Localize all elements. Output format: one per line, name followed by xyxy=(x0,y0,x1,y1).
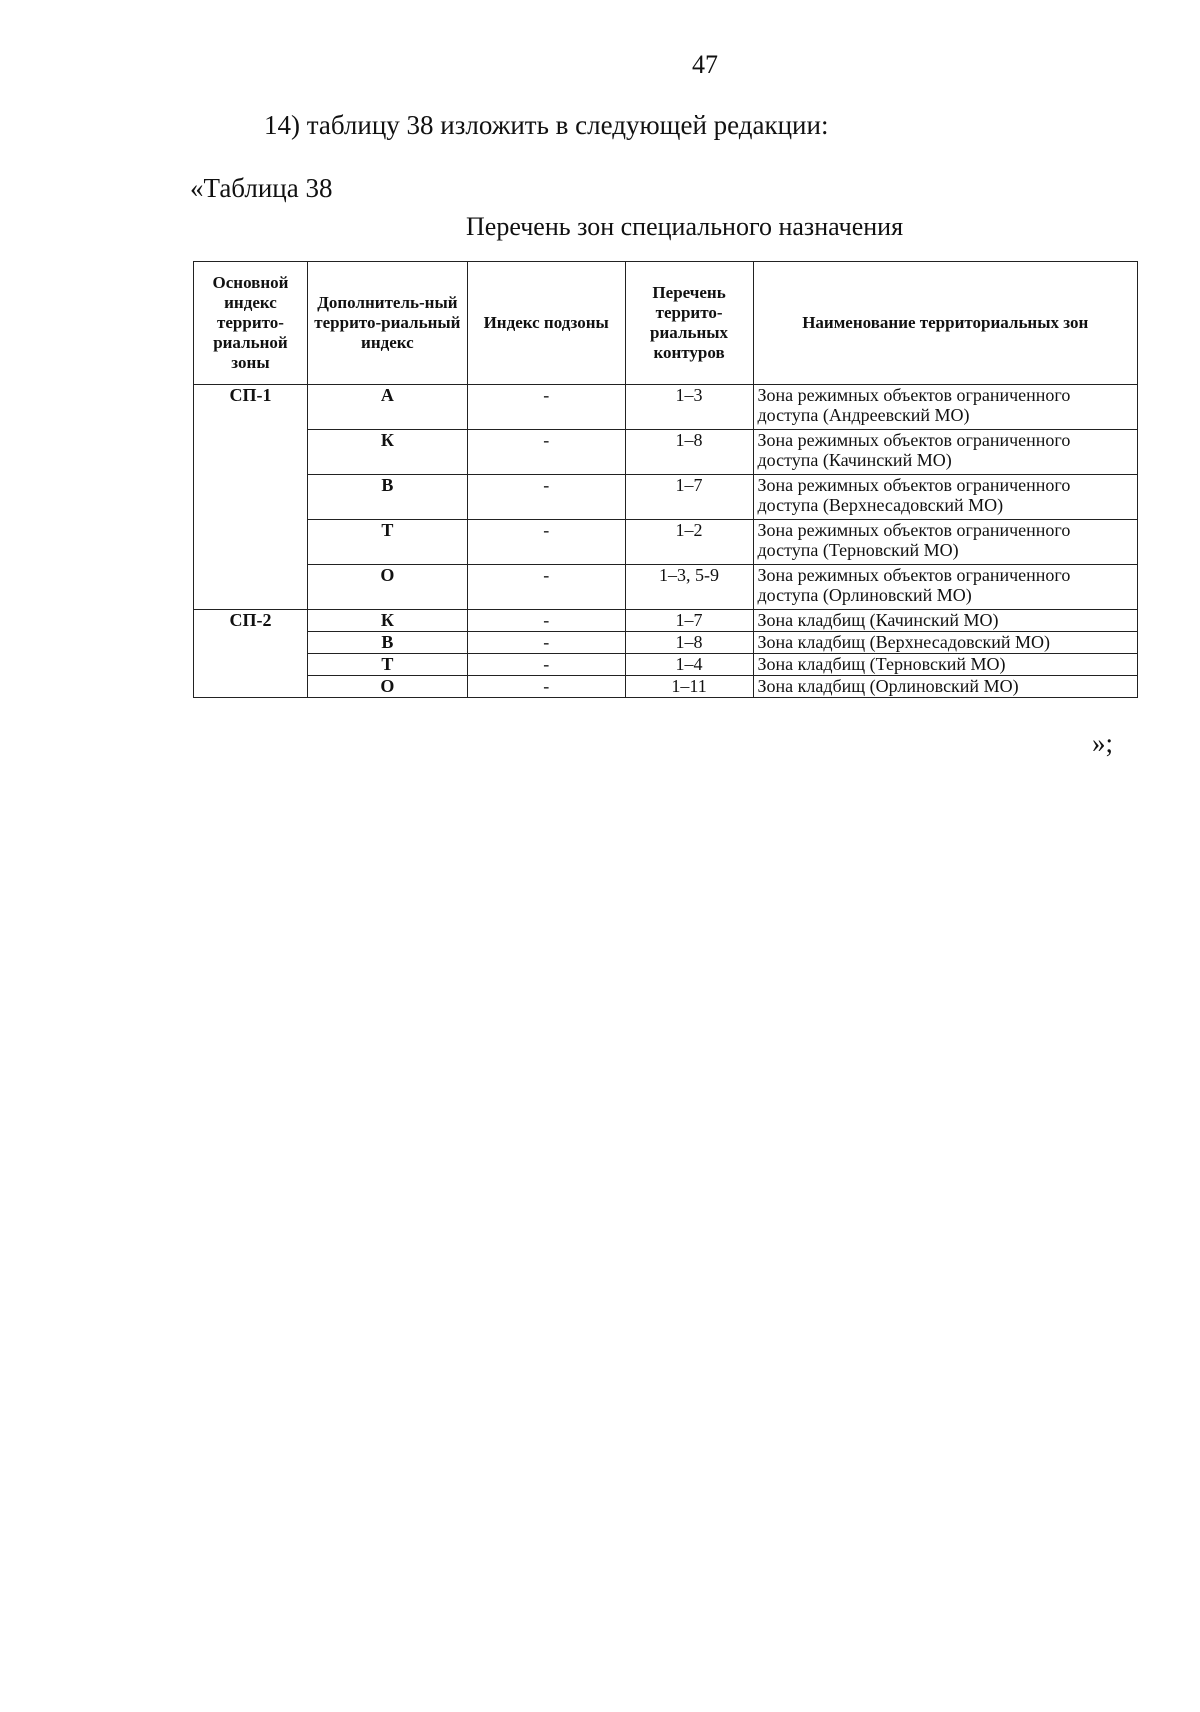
closing-quote: »; xyxy=(1092,728,1114,758)
table-row xyxy=(194,520,1138,565)
contours-cell: 1–2 xyxy=(625,520,753,565)
table-row xyxy=(194,654,1138,676)
table-row xyxy=(194,430,1138,475)
zone-name-cell: Зона режимных объектов ограниченного доступа (Терновский МО) xyxy=(753,520,1138,565)
header-main-index: Основной индекс террито-риальной зоны xyxy=(194,262,308,385)
subzone-cell: - xyxy=(467,430,625,475)
additional-index-cell: В xyxy=(307,632,467,654)
contours-cell: 1–3 xyxy=(625,385,753,430)
subzone-cell: - xyxy=(467,520,625,565)
zone-name-cell: Зона режимных объектов ограниченного доступа (Андреевский МО) xyxy=(753,385,1138,430)
zone-name-cell: Зона режимных объектов ограниченного доступа (Качинский МО) xyxy=(753,430,1138,475)
page-number: 47 xyxy=(692,50,718,79)
additional-index-cell: К xyxy=(307,430,467,475)
additional-index-cell: В xyxy=(307,475,467,520)
contours-cell: 1–8 xyxy=(625,430,753,475)
additional-index-cell: Т xyxy=(307,654,467,676)
header-subzone-index: Индекс подзоны xyxy=(467,262,625,385)
table-label: «Таблица 38 xyxy=(190,173,333,203)
zone-name-cell: Зона режимных объектов ограниченного доступа (Верхнесадовский МО) xyxy=(753,475,1138,520)
additional-index-cell: Т xyxy=(307,520,467,565)
amendment-intro: 14) таблицу 38 изложить в следующей редакции: xyxy=(264,110,829,140)
additional-index-cell: К xyxy=(307,610,467,632)
table-row xyxy=(194,610,1138,632)
header-row xyxy=(194,262,1138,385)
contours-cell: 1–4 xyxy=(625,654,753,676)
contours-cell: 1–8 xyxy=(625,632,753,654)
zone-name-cell: Зона кладбищ (Терновский МО) xyxy=(753,654,1138,676)
main-index-cell: СП-1 xyxy=(194,385,308,610)
subzone-cell: - xyxy=(467,632,625,654)
subzone-cell: - xyxy=(467,610,625,632)
table-title: Перечень зон специального назначения xyxy=(466,212,904,241)
header-contours: Перечень террито-риальных контуров xyxy=(625,262,753,385)
table-row xyxy=(194,565,1138,610)
contours-cell: 1–7 xyxy=(625,610,753,632)
table-row xyxy=(194,475,1138,520)
subzone-cell: - xyxy=(467,475,625,520)
subzone-cell: - xyxy=(467,385,625,430)
main-index-cell: СП-2 xyxy=(194,610,308,698)
zone-name-cell: Зона кладбищ (Верхнесадовский МО) xyxy=(753,632,1138,654)
table-row xyxy=(194,632,1138,654)
subzone-cell: - xyxy=(467,676,625,698)
zone-name-cell: Зона кладбищ (Орлиновский МО) xyxy=(753,676,1138,698)
subzone-cell: - xyxy=(467,654,625,676)
zones-table xyxy=(193,261,1138,698)
table-row xyxy=(194,676,1138,698)
additional-index-cell: А xyxy=(307,385,467,430)
contours-cell: 1–7 xyxy=(625,475,753,520)
additional-index-cell: О xyxy=(307,565,467,610)
additional-index-cell: О xyxy=(307,676,467,698)
zone-name-cell: Зона режимных объектов ограниченного доступа (Орлиновский МО) xyxy=(753,565,1138,610)
header-additional-index: Дополнитель-ный террито-риальный индекс xyxy=(307,262,467,385)
header-zone-name: Наименование территориальных зон xyxy=(753,262,1138,385)
contours-cell: 1–3, 5-9 xyxy=(625,565,753,610)
zone-name-cell: Зона кладбищ (Качинский МО) xyxy=(753,610,1138,632)
subzone-cell: - xyxy=(467,565,625,610)
table-row xyxy=(194,385,1138,430)
contours-cell: 1–11 xyxy=(625,676,753,698)
